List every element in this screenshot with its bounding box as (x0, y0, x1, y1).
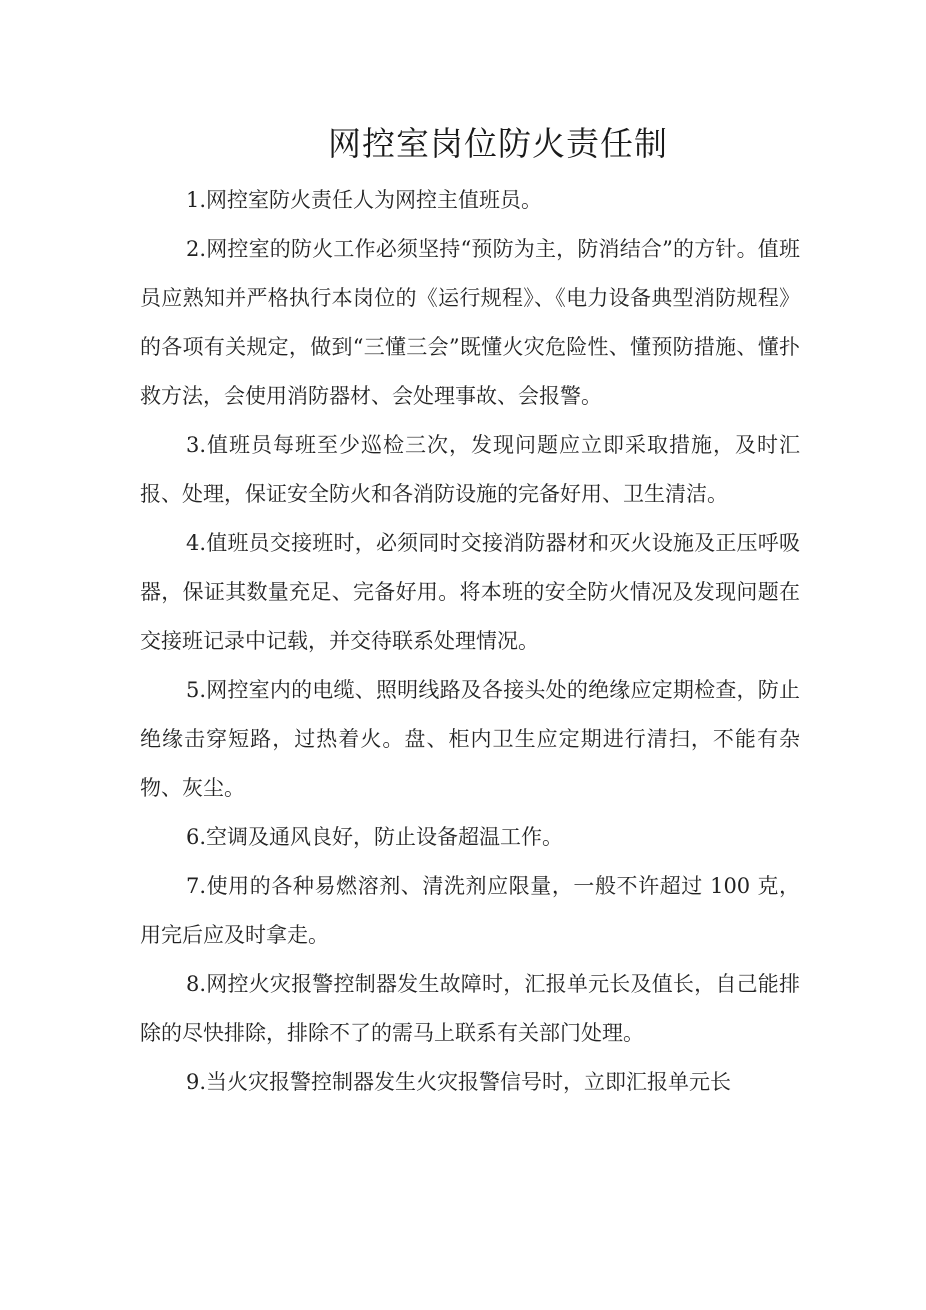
paragraph-6: 6.空调及通风良好，防止设备超温工作。 (186, 825, 564, 849)
paragraph-7: 7.使用的各种易燃溶剂、清洗剂应限量，一般不许超过 100 克，用完后应及时拿走。 (140, 874, 800, 947)
document-title: 网控室岗位防火责任制 (328, 124, 668, 163)
paragraph-2: 2.网控室的防火工作必须坚持“预防为主，防消结合”的方针。值班员应熟知并严格执行本岗位的《运行规程》、《电力设备典型消防规程》的各项有关规定，做到“三懂三会”既懂火灾危险性、懂预防措施、懂扑救方法，会使用消防器材、会处理事故、会报警。 (140, 237, 800, 408)
paragraph-9: 9.当火灾报警控制器发生火灾报警信号时，立即汇报单元长 (186, 1070, 732, 1094)
paragraph-8: 8.网控火灾报警控制器发生故障时，汇报单元长及值长，自己能排除的尽快排除，排除不了的需马上联系有关部门处理。 (140, 972, 800, 1045)
paragraph-3: 3.值班员每班至少巡检三次，发现问题应立即采取措施，及时汇报、处理，保证安全防火和各消防设施的完备好用、卫生清洁。 (140, 433, 800, 506)
paragraph-1: 1.网控室防火责任人为网控主值班员。 (186, 188, 543, 212)
document-body (140, 176, 800, 1107)
paragraph-4: 4.值班员交接班时，必须同时交接消防器材和灭火设施及正压呼吸器，保证其数量充足、完备好用。将本班的安全防火情况及发现问题在交接班记录中记载，并交待联系处理情况。 (140, 531, 800, 653)
paragraph-5: 5.网控室内的电缆、照明线路及各接头处的绝缘应定期检查，防止绝缘击穿短路，过热着火。盘、柜内卫生应定期进行清扫，不能有杂物、灰尘。 (140, 678, 800, 800)
